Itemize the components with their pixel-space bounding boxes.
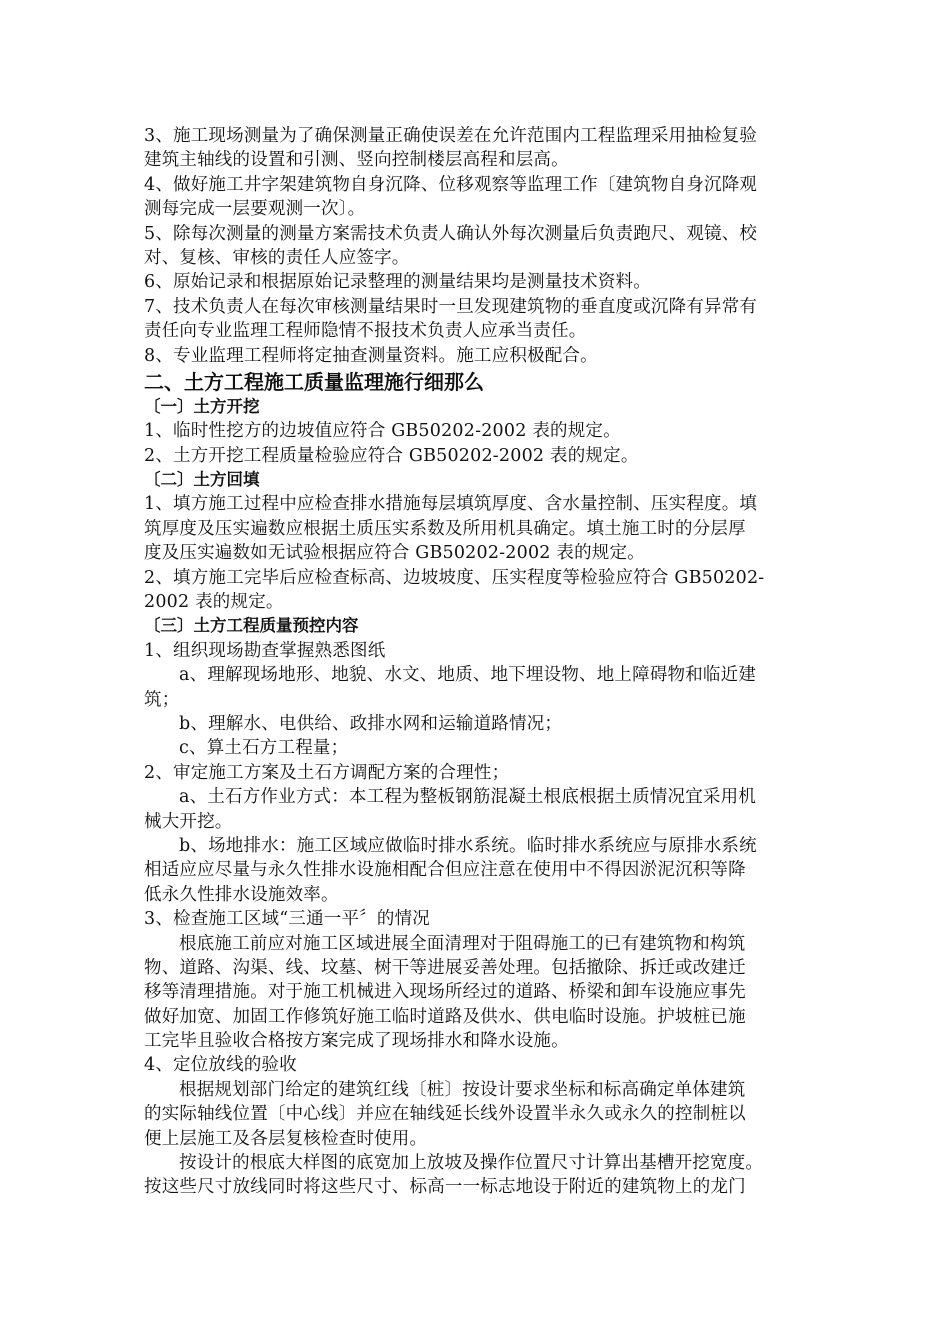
paragraph-line: 便上层施工及各层复核检查时使用。 — [144, 1128, 428, 1149]
paragraph-line: 3、检查施工区域“三通一平〞的情况 — [144, 909, 430, 930]
paragraph-line: 根据规划部门给定的建筑红线〔桩〕按设计要求坐标和标高确定单体建筑 — [179, 1079, 746, 1100]
paragraph-line: 械大开挖。 — [144, 811, 233, 832]
subsection-heading: 〔二〕土方回填 — [144, 470, 260, 490]
paragraph-line: 6、原始记录和根据原始记录整理的测量结果均是测量技术资料。 — [144, 272, 651, 293]
paragraph-line: 相适应应尽量与永久性排水设施相配合但应注意在使用中不得因淤泥沉积等降 — [144, 860, 746, 881]
paragraph-line: a、理解现场地形、地貌、水文、地质、地下埋设物、地上障碍物和临近建 — [179, 665, 757, 686]
paragraph-line: 5、除每次测量的测量方案需技术负责人确认外每次测量后负责跑尺、观镜、校 — [144, 223, 758, 244]
paragraph-line: 对、复核、审核的责任人应签字。 — [144, 247, 410, 268]
paragraph-line: 建筑主轴线的设置和引测、竖向控制楼层高程和层高。 — [144, 150, 569, 171]
section-heading: 二、土方工程施工质量监理施行细那么 — [144, 369, 484, 394]
paragraph-line: b、场地排水：施工区域应做临时排水系统。临时排水系统应与原排水系统 — [179, 835, 757, 856]
paragraph-line: a、土石方作业方式：本工程为整板钢筋混凝土根底根据土质情况宜采用机 — [179, 787, 757, 808]
paragraph-line: 1、组织现场勘查掌握熟悉图纸 — [144, 640, 386, 661]
paragraph-line: 做好加宽、加固工作修筑好施工临时道路及供水、供电临时设施。护坡桩已施 — [144, 1006, 746, 1027]
subsection-heading: 〔三〕土方工程质量预控内容 — [144, 616, 359, 636]
paragraph-line: 根底施工前应对施工区域进展全面清理对于阻碍施工的已有建筑物和构筑 — [179, 933, 746, 954]
paragraph-line: 测每完成一层要观测一次〕。 — [144, 199, 366, 220]
subsection-heading: 〔一〕土方开挖 — [144, 396, 260, 416]
paragraph-line: b、理解水、电供给、政排水网和运输道路情况； — [179, 713, 563, 734]
paragraph-line: 4、做好施工井字架建筑物自身沉降、位移观察等监理工作〔建筑物自身沉降观 — [144, 174, 758, 195]
paragraph-line: 7、技术负责人在每次审核测量结果时一旦发现建筑物的垂直度或沉降有异常有 — [144, 296, 758, 317]
paragraph-line: 2、土方开挖工程质量检验应符合 GB50202-2002 表的规定。 — [144, 445, 639, 466]
paragraph-line: 度及压实遍数如无试验根据应符合 GB50202-2002 表的规定。 — [144, 543, 645, 564]
paragraph-line: 1、临时性挖方的边坡值应符合 GB50202-2002 表的规定。 — [144, 421, 621, 442]
paragraph-line: 低永久性排水设施效率。 — [144, 884, 339, 905]
paragraph-line: 的实际轴线位置〔中心线〕并应在轴线延长线外设置半永久或永久的控制桩以 — [144, 1104, 746, 1125]
paragraph-line: 筑； — [144, 689, 180, 710]
paragraph-line: 物、道路、沟渠、线、坟墓、树干等进展妥善处理。包括撤除、拆迁或改建迁 — [144, 957, 746, 978]
paragraph-line: 责任向专业监理工程师隐情不报技术负责人应承当责任。 — [144, 321, 587, 342]
paragraph-line: 2002 表的规定。 — [144, 592, 284, 613]
paragraph-line: 2、填方施工完毕后应检查标高、边坡坡度、压实程度等检验应符合 GB50202- — [144, 567, 765, 588]
paragraph-line: 按这些尺寸放线同时将这些尺寸、标高一一标志地设于附近的建筑物上的龙门 — [144, 1177, 746, 1198]
paragraph-line: 移等清理措施。对于施工机械进入现场所经过的道路、桥梁和卸车设施应事先 — [144, 982, 746, 1003]
paragraph-line: 3、施工现场测量为了确保测量正确使误差在允许范围内工程监理采用抽检复验 — [144, 126, 758, 146]
paragraph-line: 筑厚度及压实遍数应根据土质压实系数及所用机具确定。填土施工时的分层厚 — [144, 518, 746, 539]
document-body — [144, 124, 824, 1200]
paragraph-line: 工完毕且验收合格按方案完成了现场排水和降水设施。 — [144, 1031, 569, 1052]
paragraph-line: 8、专业监理工程师将定抽查测量资料。施工应积极配合。 — [144, 345, 598, 366]
subsection-body — [144, 639, 824, 1200]
paragraph-line: 1、填方施工过程中应检查排水措施每层填筑厚度、含水量控制、压实程度。填 — [144, 494, 758, 515]
paragraph-line: 4、定位放线的验收 — [144, 1055, 297, 1076]
paragraph-line: c、算土石方工程量； — [179, 738, 349, 759]
paragraph-line: 按设计的根底大样图的底宽加上放坡及操作位置尺寸计算出基槽开挖宽度。 — [179, 1153, 764, 1174]
paragraph-line: 2、审定施工方案及土石方调配方案的合理性； — [144, 762, 510, 783]
